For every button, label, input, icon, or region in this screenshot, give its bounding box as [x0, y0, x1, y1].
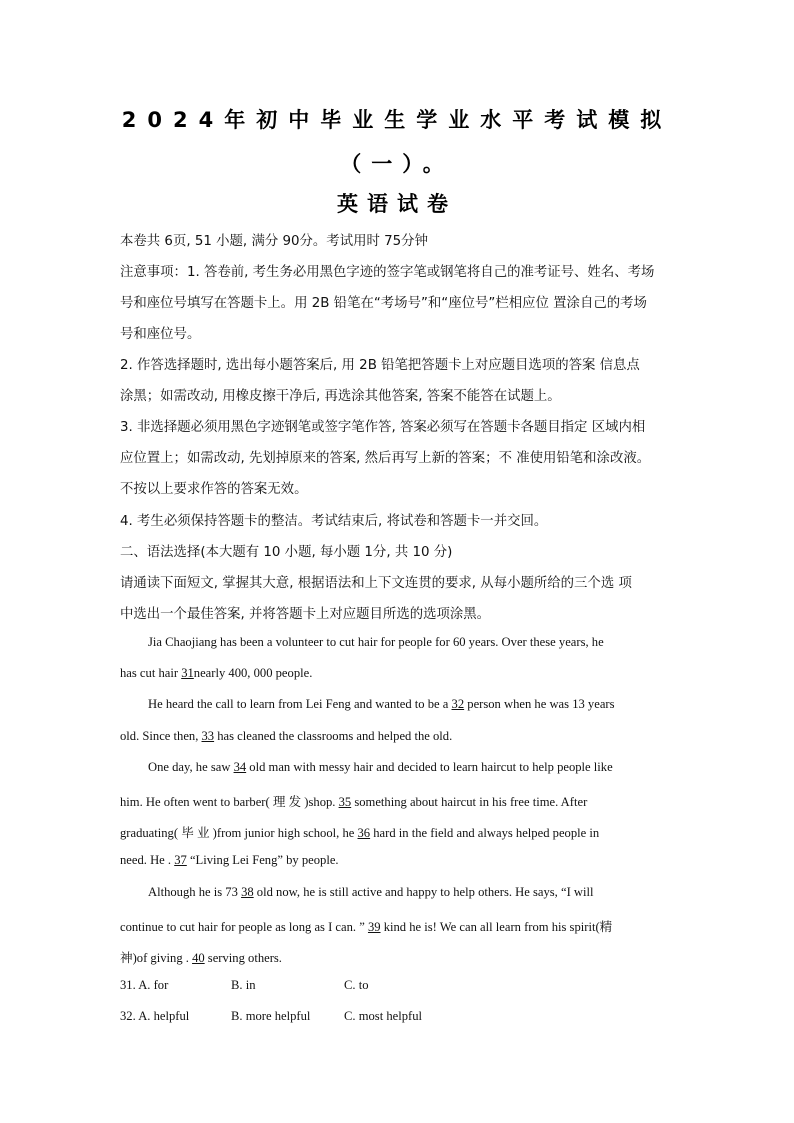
- blank-36: 36: [357, 826, 371, 840]
- notice-3-line-2: 应位置上；如需改动, 先划掉原来的答案, 然后再写上新的答案；不 准使用铅笔和涂改液。: [120, 451, 651, 466]
- passage-line: Jia Chaojiang has been a volunteer to cut hair for people for 60 years. Over these years, he: [148, 635, 604, 649]
- notice-2-line-2: 涂黑；如需改动, 用橡皮擦干净后, 再选涂其他答案, 答案不能答在试题上。: [120, 389, 561, 404]
- passage-line: graduating( 毕 业 )from junior high school, he 36 hard in the field and always helped people in: [120, 826, 600, 840]
- passage-line: Although he is 73 38 old now, he is still active and happy to help others. He says, “I will: [148, 885, 594, 899]
- section-instruction-line-2: 中选出一个最佳答案, 并将答题卡上对应题目所选的选项涂黑。: [120, 607, 491, 622]
- blank-34: 34: [233, 760, 247, 774]
- passage-line: 神)of giving . 40 serving others.: [120, 951, 282, 965]
- notice-3-line-3: 不按以上要求作答的答案无效。: [120, 482, 308, 497]
- q32-option-b[interactable]: B. more helpful: [231, 1009, 311, 1023]
- passage-line: He heard the call to learn from Lei Feng and wanted to be a 32 person when he was 13 years: [148, 697, 615, 711]
- passage-line: need. He . 37 “Living Lei Feng” by people.: [120, 853, 339, 867]
- exam-info: 本卷共 6页, 51 小题, 满分 90分。考试用时 75分钟: [120, 234, 428, 249]
- blank-33: 33: [201, 729, 215, 743]
- blank-40: 40: [192, 951, 205, 965]
- q31-option-a[interactable]: 31. A. for: [120, 978, 169, 992]
- notice-1-line-3: 号和座位号。: [120, 327, 201, 342]
- exam-title-number: （一）。: [340, 152, 454, 176]
- notice-2-line-1: 2. 作答选择题时, 选出每小题答案后, 用 2B 铅笔把答题卡上对应题目选项的答案 信息点: [120, 358, 640, 373]
- blank-38: 38: [241, 885, 254, 899]
- blank-37: 37: [174, 853, 187, 867]
- q31-option-b[interactable]: B. in: [231, 978, 256, 992]
- blank-32: 32: [451, 697, 465, 711]
- q31-option-c[interactable]: C. to: [344, 978, 369, 992]
- exam-title: 2024年初中毕业生学业水平考试模拟: [121, 108, 673, 132]
- blank-31: 31: [181, 666, 194, 680]
- passage-line: continue to cut hair for people as long as I can. ” 39 kind he is! We can all learn from his spirit(精: [120, 920, 613, 934]
- passage-line: old. Since then, 33 has cleaned the classrooms and helped the old.: [120, 729, 453, 743]
- blank-39: 39: [367, 920, 381, 934]
- notice-3-line-1: 3. 非选择题必须用黑色字迹钢笔或签字笔作答, 答案必须写在答题卡各题目指定 区域内相: [120, 420, 646, 435]
- blank-35: 35: [338, 795, 352, 809]
- section-heading: 二、语法选择(本大题有 10 小题, 每小题 1分, 共 10 分): [120, 545, 453, 560]
- q32-option-c[interactable]: C. most helpful: [344, 1009, 423, 1023]
- q32-option-a[interactable]: 32. A. helpful: [120, 1009, 190, 1023]
- exam-subject: 英语试卷: [337, 192, 457, 216]
- section-instruction-line-1: 请通读下面短文, 掌握其大意, 根据语法和上下文连贯的要求, 从每小题所给的三个选 项: [120, 576, 632, 591]
- passage-line: him. He often went to barber( 理 发 )shop. 35 something about haircut in his free time. After: [120, 795, 588, 809]
- notice-1-line-2: 号和座位号填写在答题卡上。用 2B 铅笔在“考场号”和“座位号”栏相应位 置涂自己的考场: [120, 296, 647, 311]
- passage-line: One day, he saw 34 old man with messy hair and decided to learn haircut to help people like: [148, 760, 613, 774]
- notice-1-line-1: 注意事项：1. 答卷前, 考生务必用黑色字迹的签字笔或钢笔将自己的准考证号、姓名、考场: [120, 265, 655, 280]
- passage-line: has cut hair 31nearly 400, 000 people.: [120, 666, 313, 680]
- notice-4: 4. 考生必须保持答题卡的整洁。考试结束后, 将试卷和答题卡一并交回。: [120, 514, 548, 529]
